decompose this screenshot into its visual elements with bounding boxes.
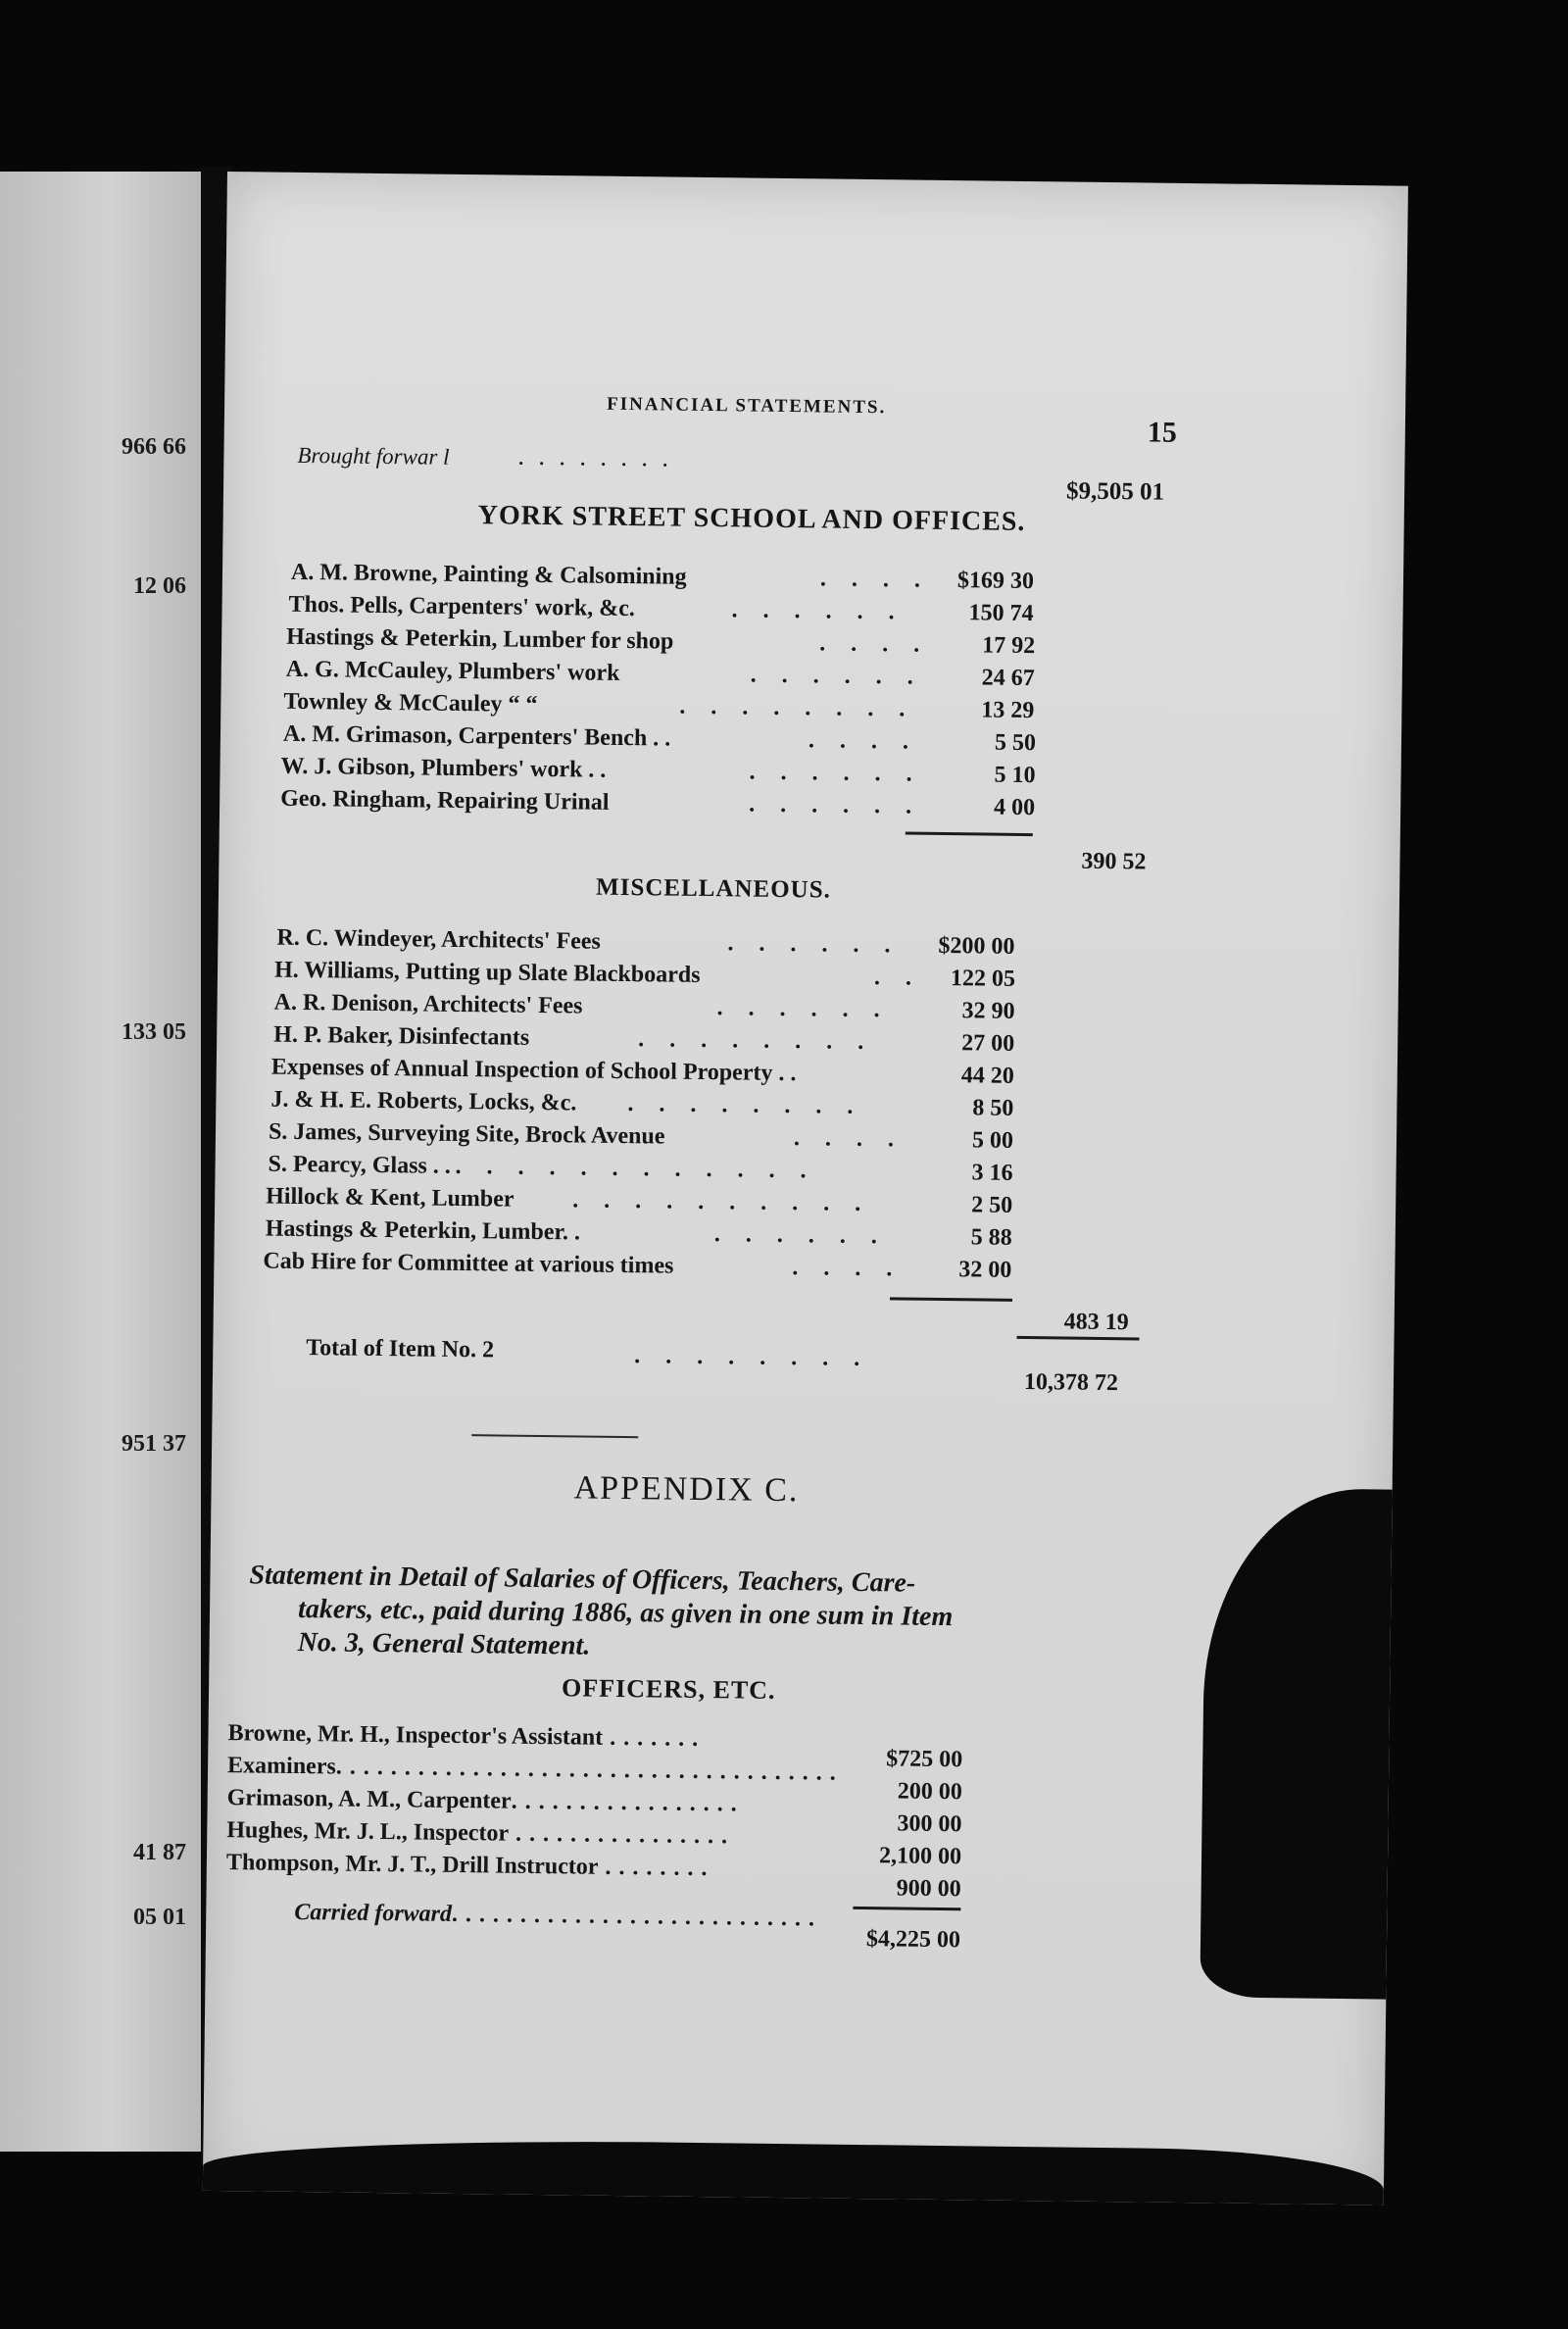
- carried-forward-leader: . . . . . . . . . . . . . . . . . . . . . . . . . . .: [451, 1901, 816, 1932]
- row-description: H. Williams, Putting up Slate Blackboards: [273, 957, 701, 988]
- row-amount: 122 05: [950, 966, 1016, 992]
- previous-page-amount: 41 87: [133, 1840, 186, 1865]
- row-leader: . .: [873, 965, 922, 991]
- row-leader: . . . . . . . . . .: [572, 1187, 871, 1217]
- officer-row: [227, 1785, 738, 1817]
- officer-leader: . . . . . . .: [603, 1724, 700, 1752]
- row-description: A. M. Browne, Painting & Calsomining: [290, 559, 687, 590]
- row-amount: 5 00: [971, 1127, 1014, 1154]
- row-description: S. Pearcy, Glass . .: [268, 1151, 452, 1179]
- row-description: Cab Hire for Committee at various times: [263, 1248, 674, 1279]
- row-amount: 5 10: [994, 762, 1036, 789]
- total-amount: 10,378 72: [1023, 1369, 1119, 1397]
- row-leader: . . . . . . . .: [627, 1091, 863, 1119]
- carried-forward-label: Carried forward: [294, 1899, 453, 1927]
- row-description: Hastings & Peterkin, Lumber for shop: [286, 623, 674, 655]
- officer-row: [227, 1753, 837, 1787]
- row-description: S. James, Surveying Site, Brock Avenue: [268, 1118, 665, 1150]
- row-amount: 17 92: [981, 632, 1036, 660]
- officer-amount: 900 00: [896, 1875, 961, 1903]
- officer-amount: 200 00: [897, 1778, 963, 1806]
- statement-line: Statement in Detail of Salaries of Officers, Teachers, Care-: [249, 1560, 916, 1599]
- running-head: FINANCIAL STATEMENTS.: [607, 393, 887, 419]
- officer-row: [226, 1817, 728, 1850]
- row-amount: 32 90: [961, 998, 1015, 1024]
- column-rule: [890, 1297, 1012, 1302]
- row-amount: 3 16: [971, 1160, 1013, 1186]
- row-amount: 8 50: [972, 1095, 1014, 1121]
- row-amount: 27 00: [961, 1030, 1015, 1057]
- previous-page-amount: 133 05: [122, 1019, 186, 1045]
- carried-forward-amount: $4,225 00: [865, 1926, 961, 1954]
- row-description: J. & H. E. Roberts, Locks, &c.: [270, 1086, 577, 1116]
- appendix-statement: [248, 1559, 1092, 1668]
- officer-leader: . . . . . . . . . . . . . . . . .: [511, 1788, 738, 1817]
- row-leader: . . . . . .: [731, 597, 905, 625]
- ledger-page: [203, 172, 1408, 2205]
- row-leader: . . . . . . . . . . . .: [455, 1153, 816, 1184]
- row-leader: . . . .: [793, 1125, 905, 1153]
- previous-page-amount: 951 37: [122, 1431, 186, 1457]
- column-rule: [853, 1907, 960, 1910]
- row-leader: . . . . . .: [716, 995, 890, 1023]
- row-amount: 5 50: [994, 729, 1037, 757]
- miscellaneous-subtotal: 483 19: [1063, 1309, 1129, 1336]
- officer-description: Hughes, Mr. J. L., Inspector: [226, 1817, 510, 1847]
- row-description: H. P. Baker, Disinfectants: [273, 1021, 530, 1051]
- officer-row: [227, 1720, 699, 1753]
- row-leader: . . . . . .: [727, 930, 901, 959]
- officer-leader: . . . . . . . . . . . . . . . .: [508, 1820, 729, 1850]
- section-heading-officers: OFFICERS, ETC.: [561, 1673, 776, 1705]
- brought-forward-dots: . . . . . . . .: [517, 441, 673, 472]
- row-leader: . . . .: [792, 1255, 903, 1282]
- row-description: Geo. Ringham, Repairing Urinal: [280, 785, 610, 816]
- officer-leader: . . . . . . . .: [598, 1854, 709, 1882]
- officer-leader: . . . . . . . . . . . . . . . . . . . . . . . . . . . . . . . . . . . . .: [335, 1754, 837, 1786]
- officer-description: Grimason, A. M., Carpenter: [226, 1785, 512, 1814]
- row-amount: $169 30: [956, 568, 1035, 595]
- row-description: A. G. McCauley, Plumbers' work: [285, 656, 620, 686]
- row-amount: $200 00: [938, 932, 1015, 960]
- section-heading-miscellaneous: MISCELLANEOUS.: [595, 873, 832, 904]
- brought-forward-label: Brought forwar l: [297, 442, 450, 470]
- statement-line: takers, etc., paid during 1886, as given in one sum in Item: [297, 1593, 954, 1633]
- row-description: R. C. Windeyer, Architects' Fees: [276, 924, 602, 955]
- total-rule: [1017, 1336, 1140, 1341]
- row-amount: 2 50: [971, 1192, 1013, 1218]
- torn-page-bottom: [203, 2137, 1385, 2205]
- brought-forward-amount: $9,505 01: [1065, 477, 1165, 506]
- total-label: Total of Item No. 2: [306, 1335, 495, 1363]
- row-leader: . . . . . . . .: [679, 693, 915, 722]
- row-amount: 5 88: [970, 1224, 1012, 1251]
- row-leader: . . . . . .: [748, 791, 922, 819]
- previous-page-edge: [0, 172, 201, 2152]
- section-divider: [471, 1434, 638, 1438]
- row-leader: . . . . . .: [750, 662, 923, 690]
- previous-page-amount: 966 66: [122, 434, 186, 460]
- row-amount: 13 29: [981, 697, 1035, 724]
- row-leader: . . . . . . . .: [638, 1026, 874, 1056]
- torn-page-edge: [1200, 1487, 1392, 1999]
- officer-row: [226, 1850, 709, 1882]
- officer-description: Browne, Mr. H., Inspector's Assistant: [227, 1720, 604, 1751]
- row-description: W. J. Gibson, Plumbers' work . .: [280, 753, 607, 783]
- previous-page-amount: 12 06: [133, 573, 186, 599]
- row-amount: 32 00: [958, 1257, 1012, 1283]
- row-leader: . . . .: [808, 727, 919, 755]
- carried-forward-row: [294, 1900, 815, 1932]
- statement-line: No. 3, General Statement.: [297, 1626, 591, 1661]
- row-description: Hastings & Peterkin, Lumber. .: [265, 1215, 581, 1246]
- row-leader: . . . . . .: [749, 759, 922, 787]
- row-leader: . . . . . .: [713, 1221, 887, 1250]
- row-description: Townley & McCauley “ “: [283, 688, 538, 718]
- row-description: A. R. Denison, Architects' Fees: [273, 989, 583, 1019]
- officer-description: Examiners: [226, 1753, 336, 1780]
- row-description: Thos. Pells, Carpenters' work, &c.: [288, 591, 636, 622]
- row-amount: 44 20: [960, 1063, 1014, 1089]
- previous-page-amount: 05 01: [133, 1905, 186, 1930]
- row-leader: . . . .: [819, 630, 930, 658]
- row-amount: 150 74: [968, 600, 1034, 627]
- row-amount: 4 00: [993, 794, 1036, 821]
- officer-description: Thompson, Mr. J. T., Drill Instructor: [225, 1850, 599, 1880]
- officer-amount: 300 00: [897, 1810, 962, 1838]
- section-heading-york-street: YORK STREET SCHOOL AND OFFICES.: [477, 500, 1026, 537]
- total-leader: . . . . . . . .: [634, 1343, 870, 1372]
- row-leader: . . . .: [819, 566, 931, 593]
- column-rule: [906, 832, 1033, 837]
- row-description: Hillock & Kent, Lumber: [266, 1183, 514, 1213]
- row-description: A. M. Grimason, Carpenters' Bench . .: [282, 720, 671, 752]
- page-number: 15: [1147, 416, 1178, 449]
- officer-amount: 2,100 00: [878, 1843, 962, 1870]
- appendix-title: APPENDIX C.: [573, 1469, 800, 1510]
- row-amount: 24 67: [981, 665, 1035, 692]
- row-description: Expenses of Annual Inspection of School Property . .: [270, 1054, 797, 1087]
- officer-amount: $725 00: [886, 1746, 963, 1773]
- york-street-subtotal: 390 52: [1081, 848, 1147, 875]
